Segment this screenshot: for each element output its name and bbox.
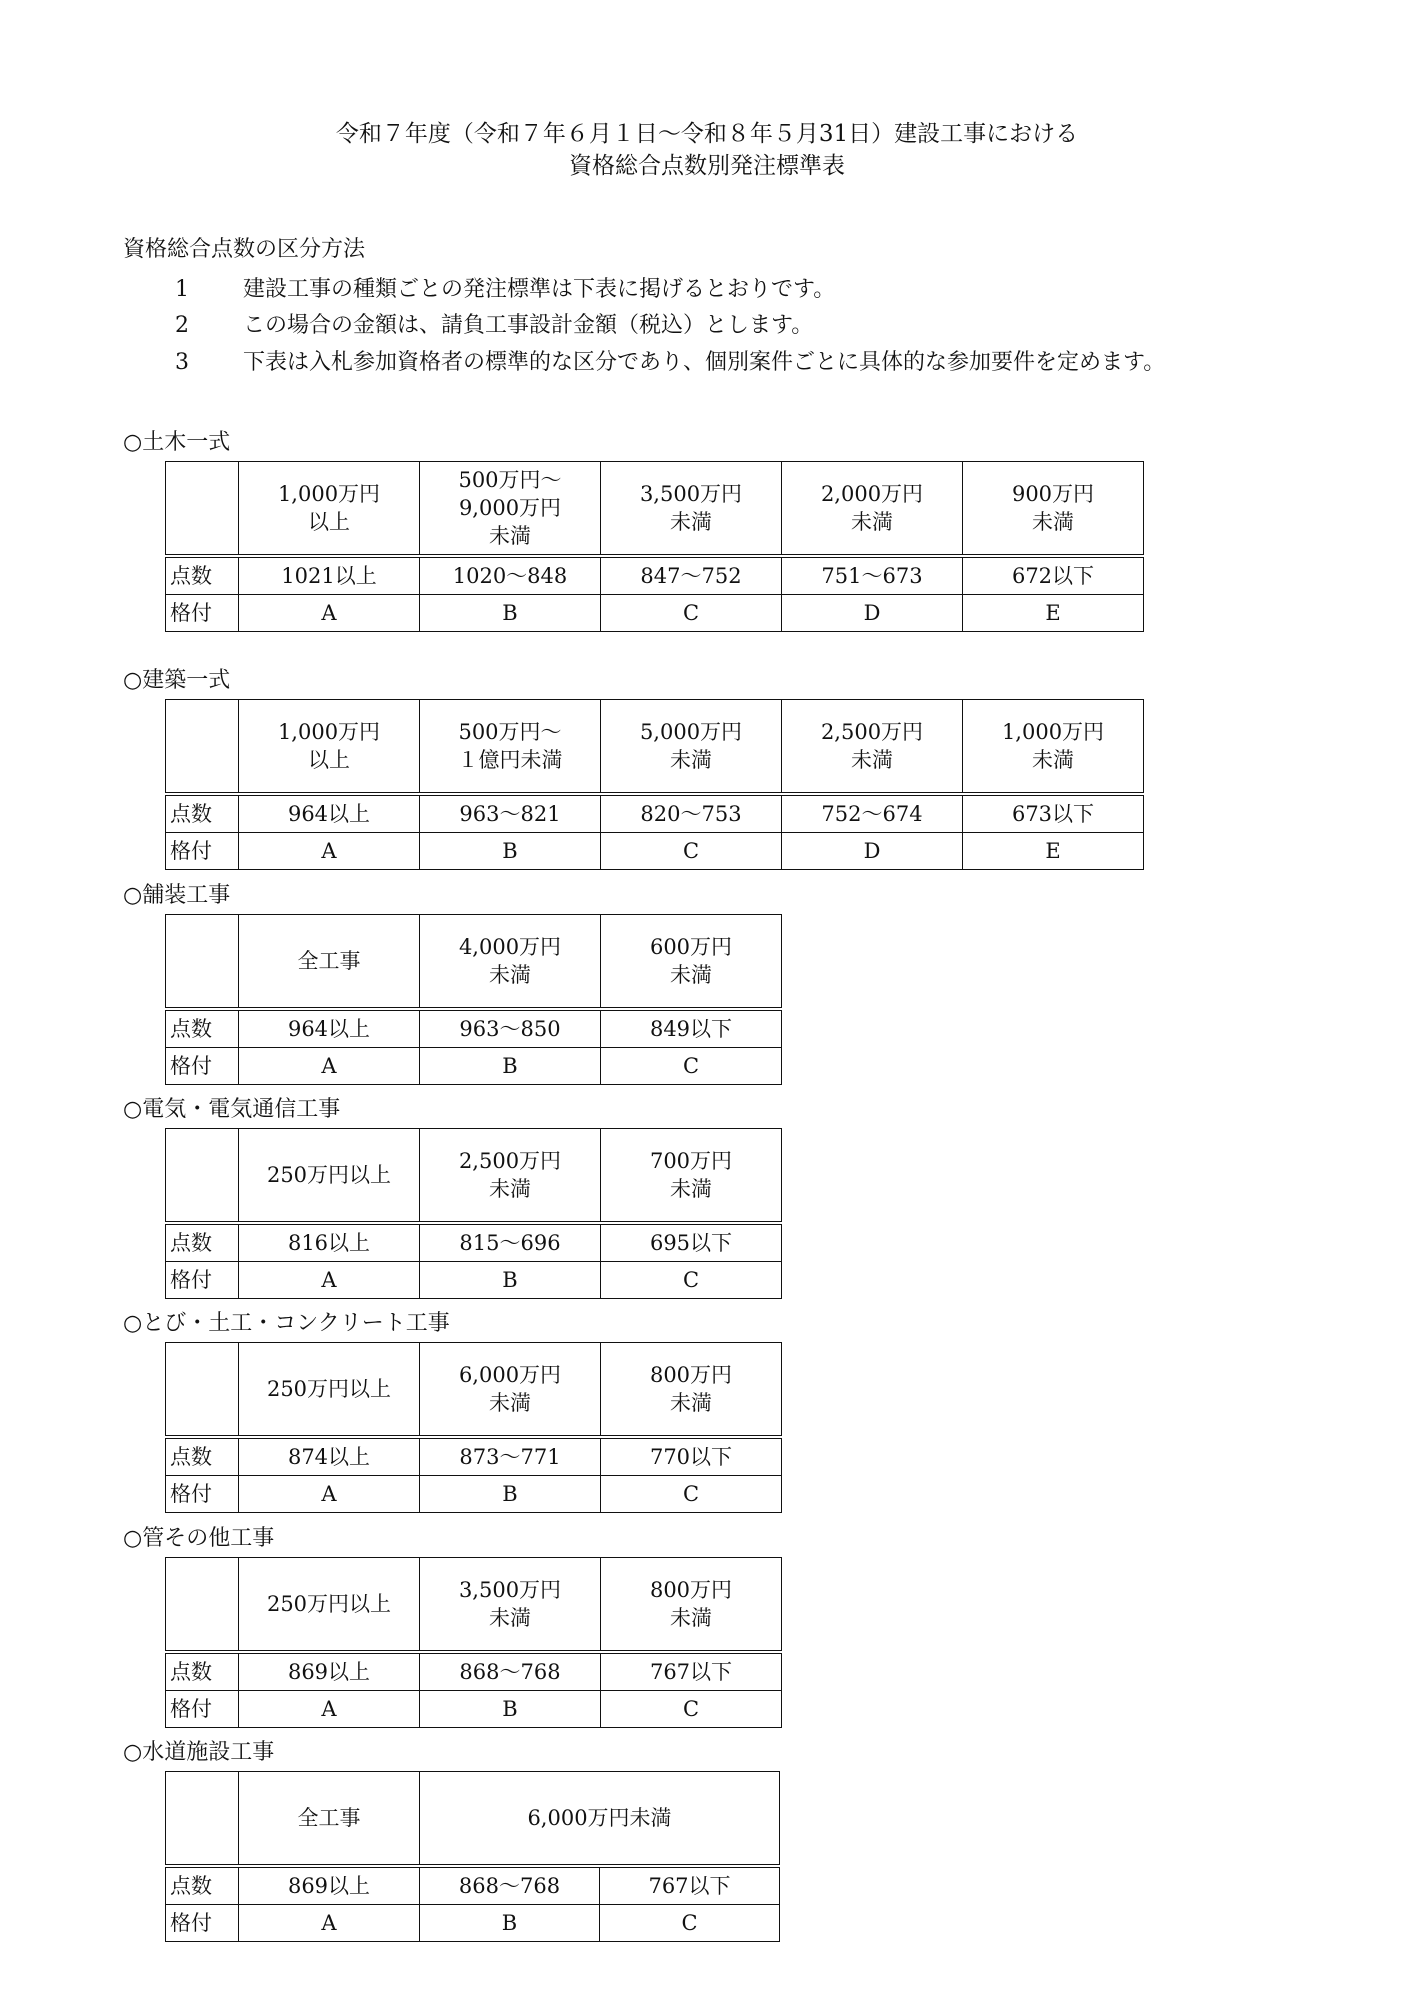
score-cell: 847～752 xyxy=(601,556,782,595)
rule-2 xyxy=(175,308,813,339)
score-row xyxy=(166,1652,782,1691)
grade-row xyxy=(166,1262,782,1299)
score-cell: 963～850 xyxy=(420,1009,601,1048)
amount-header-cell: 800万円 未満 xyxy=(601,1343,782,1438)
grade-table xyxy=(165,699,1144,870)
grade-cell: A xyxy=(239,1262,420,1299)
score-row xyxy=(166,1437,782,1476)
grade-table xyxy=(165,1342,782,1513)
method-heading: 資格総合点数の区分方法 xyxy=(123,237,366,262)
amount-header-cell: 5,000万円 未満 xyxy=(601,700,782,795)
grade-cell: C xyxy=(601,1048,782,1085)
score-cell: 752～674 xyxy=(782,794,963,833)
score-cell: 868～768 xyxy=(420,1866,600,1905)
amount-header-cell: 2,500万円 未満 xyxy=(420,1129,601,1224)
corner-cell xyxy=(166,1772,239,1867)
grade-cell: B xyxy=(420,595,601,632)
score-row-label: 点数 xyxy=(166,1652,239,1691)
table-header-row xyxy=(166,1343,782,1438)
document-title-line2: 資格総合点数別発注標準表 xyxy=(569,153,845,179)
score-cell: 868～768 xyxy=(420,1652,601,1691)
grade-cell: B xyxy=(420,1262,601,1299)
corner-cell xyxy=(166,915,239,1010)
grade-row-label: 格付 xyxy=(166,1905,239,1942)
rule-3 xyxy=(175,345,1165,376)
table-header-row xyxy=(166,700,1144,795)
section-heading: ○土木一式 xyxy=(123,430,231,455)
score-row-label: 点数 xyxy=(166,1223,239,1262)
score-cell: 820～753 xyxy=(601,794,782,833)
grade-cell: A xyxy=(239,595,420,632)
amount-header-cell: 1,000万円 以上 xyxy=(239,462,420,557)
table-header-row xyxy=(166,915,782,1010)
score-cell: 1021以上 xyxy=(239,556,420,595)
score-row xyxy=(166,556,1144,595)
score-row-label: 点数 xyxy=(166,556,239,595)
rule-text: 下表は入札参加資格者の標準的な区分であり、個別案件ごとに具体的な参加要件を定めます。 xyxy=(243,350,1166,375)
score-cell: 873～771 xyxy=(420,1437,601,1476)
grade-cell: E xyxy=(963,833,1144,870)
grade-table xyxy=(165,914,782,1085)
grade-cell: C xyxy=(601,833,782,870)
score-row xyxy=(166,1223,782,1262)
grade-cell: A xyxy=(239,1476,420,1513)
grade-cell: C xyxy=(601,1476,782,1513)
score-cell: 751～673 xyxy=(782,556,963,595)
score-cell: 964以上 xyxy=(239,1009,420,1048)
document-title-line1: 令和７年度（令和７年６月１日～令和８年５月31日）建設工事における xyxy=(335,121,1079,147)
grade-row xyxy=(166,833,1144,870)
amount-header-cell: 3,500万円 未満 xyxy=(601,462,782,557)
grade-row-label: 格付 xyxy=(166,1262,239,1299)
grade-cell: A xyxy=(239,833,420,870)
score-cell: 964以上 xyxy=(239,794,420,833)
score-cell: 672以下 xyxy=(963,556,1144,595)
score-cell: 963～821 xyxy=(420,794,601,833)
section-heading: ○水道施設工事 xyxy=(123,1740,275,1765)
grade-row xyxy=(166,1691,782,1728)
score-cell: 869以上 xyxy=(239,1866,420,1905)
corner-cell xyxy=(166,1343,239,1438)
grade-cell: B xyxy=(420,1048,601,1085)
amount-header-cell: 1,000万円 以上 xyxy=(239,700,420,795)
grade-cell: C xyxy=(601,1262,782,1299)
score-row xyxy=(166,1009,782,1048)
score-cell: 815～696 xyxy=(420,1223,601,1262)
score-cell: 869以上 xyxy=(239,1652,420,1691)
score-row-label: 点数 xyxy=(166,1866,239,1905)
grade-row-label: 格付 xyxy=(166,595,239,632)
grade-table xyxy=(165,1771,780,1942)
corner-cell xyxy=(166,1558,239,1653)
rule-number: 1 xyxy=(175,277,189,302)
section-heading: ○管その他工事 xyxy=(123,1526,275,1551)
grade-cell: B xyxy=(420,1905,600,1942)
table-header-row xyxy=(166,1772,780,1867)
score-cell: 849以下 xyxy=(601,1009,782,1048)
score-cell: 695以下 xyxy=(601,1223,782,1262)
amount-header-cell: 500万円～ 9,000万円 未満 xyxy=(420,462,601,557)
table-header-row xyxy=(166,1558,782,1653)
score-row xyxy=(166,794,1144,833)
amount-header-cell: 全工事 xyxy=(239,1772,420,1867)
score-cell: 1020～848 xyxy=(420,556,601,595)
amount-header-cell: 全工事 xyxy=(239,915,420,1010)
grade-table xyxy=(165,1557,782,1728)
rule-number: 2 xyxy=(175,313,189,338)
grade-cell: E xyxy=(963,595,1144,632)
section-heading: ○舗装工事 xyxy=(123,883,231,908)
score-row xyxy=(166,1866,780,1905)
grade-row-label: 格付 xyxy=(166,1476,239,1513)
score-cell: 673以下 xyxy=(963,794,1144,833)
rule-number: 3 xyxy=(175,350,189,375)
grade-cell: A xyxy=(239,1691,420,1728)
grade-cell: B xyxy=(420,1691,601,1728)
amount-header-cell: 4,000万円 未満 xyxy=(420,915,601,1010)
grade-cell: A xyxy=(239,1048,420,1085)
rule-text: 建設工事の種類ごとの発注標準は下表に掲げるとおりです。 xyxy=(243,277,836,302)
amount-header-cell: 6,000万円未満 xyxy=(420,1772,780,1867)
amount-header-cell: 1,000万円 未満 xyxy=(963,700,1144,795)
section-heading: ○とび・土工・コンクリート工事 xyxy=(123,1311,450,1336)
grade-row xyxy=(166,1048,782,1085)
grade-row-label: 格付 xyxy=(166,833,239,870)
score-row-label: 点数 xyxy=(166,794,239,833)
section-heading: ○電気・電気通信工事 xyxy=(123,1097,341,1122)
corner-cell xyxy=(166,462,239,557)
grade-cell: A xyxy=(239,1905,420,1942)
score-cell: 767以下 xyxy=(600,1866,780,1905)
corner-cell xyxy=(166,1129,239,1224)
table-header-row xyxy=(166,462,1144,557)
amount-header-cell: 800万円 未満 xyxy=(601,1558,782,1653)
score-cell: 770以下 xyxy=(601,1437,782,1476)
rule-text: この場合の金額は、請負工事設計金額（税込）とします。 xyxy=(243,313,814,338)
grade-row-label: 格付 xyxy=(166,1048,239,1085)
grade-cell: B xyxy=(420,1476,601,1513)
amount-header-cell: 3,500万円 未満 xyxy=(420,1558,601,1653)
amount-header-cell: 600万円 未満 xyxy=(601,915,782,1010)
grade-cell: C xyxy=(600,1905,780,1942)
score-cell: 767以下 xyxy=(601,1652,782,1691)
amount-header-cell: 2,500万円 未満 xyxy=(782,700,963,795)
rule-1 xyxy=(175,272,835,303)
amount-header-cell: 2,000万円 未満 xyxy=(782,462,963,557)
grade-cell: D xyxy=(782,833,963,870)
grade-cell: C xyxy=(601,595,782,632)
grade-cell: C xyxy=(601,1691,782,1728)
amount-header-cell: 250万円以上 xyxy=(239,1129,420,1224)
score-row-label: 点数 xyxy=(166,1437,239,1476)
score-row-label: 点数 xyxy=(166,1009,239,1048)
grade-row-label: 格付 xyxy=(166,1691,239,1728)
grade-cell: D xyxy=(782,595,963,632)
amount-header-cell: 250万円以上 xyxy=(239,1343,420,1438)
amount-header-cell: 250万円以上 xyxy=(239,1558,420,1653)
grade-row xyxy=(166,595,1144,632)
grade-row xyxy=(166,1476,782,1513)
score-cell: 874以上 xyxy=(239,1437,420,1476)
table-header-row xyxy=(166,1129,782,1224)
grade-table xyxy=(165,461,1144,632)
score-cell: 816以上 xyxy=(239,1223,420,1262)
grade-table xyxy=(165,1128,782,1299)
section-heading: ○建築一式 xyxy=(123,668,231,693)
amount-header-cell: 700万円 未満 xyxy=(601,1129,782,1224)
grade-cell: B xyxy=(420,833,601,870)
amount-header-cell: 900万円 未満 xyxy=(963,462,1144,557)
amount-header-cell: 500万円～ １億円未満 xyxy=(420,700,601,795)
corner-cell xyxy=(166,700,239,795)
amount-header-cell: 6,000万円 未満 xyxy=(420,1343,601,1438)
grade-row xyxy=(166,1905,780,1942)
